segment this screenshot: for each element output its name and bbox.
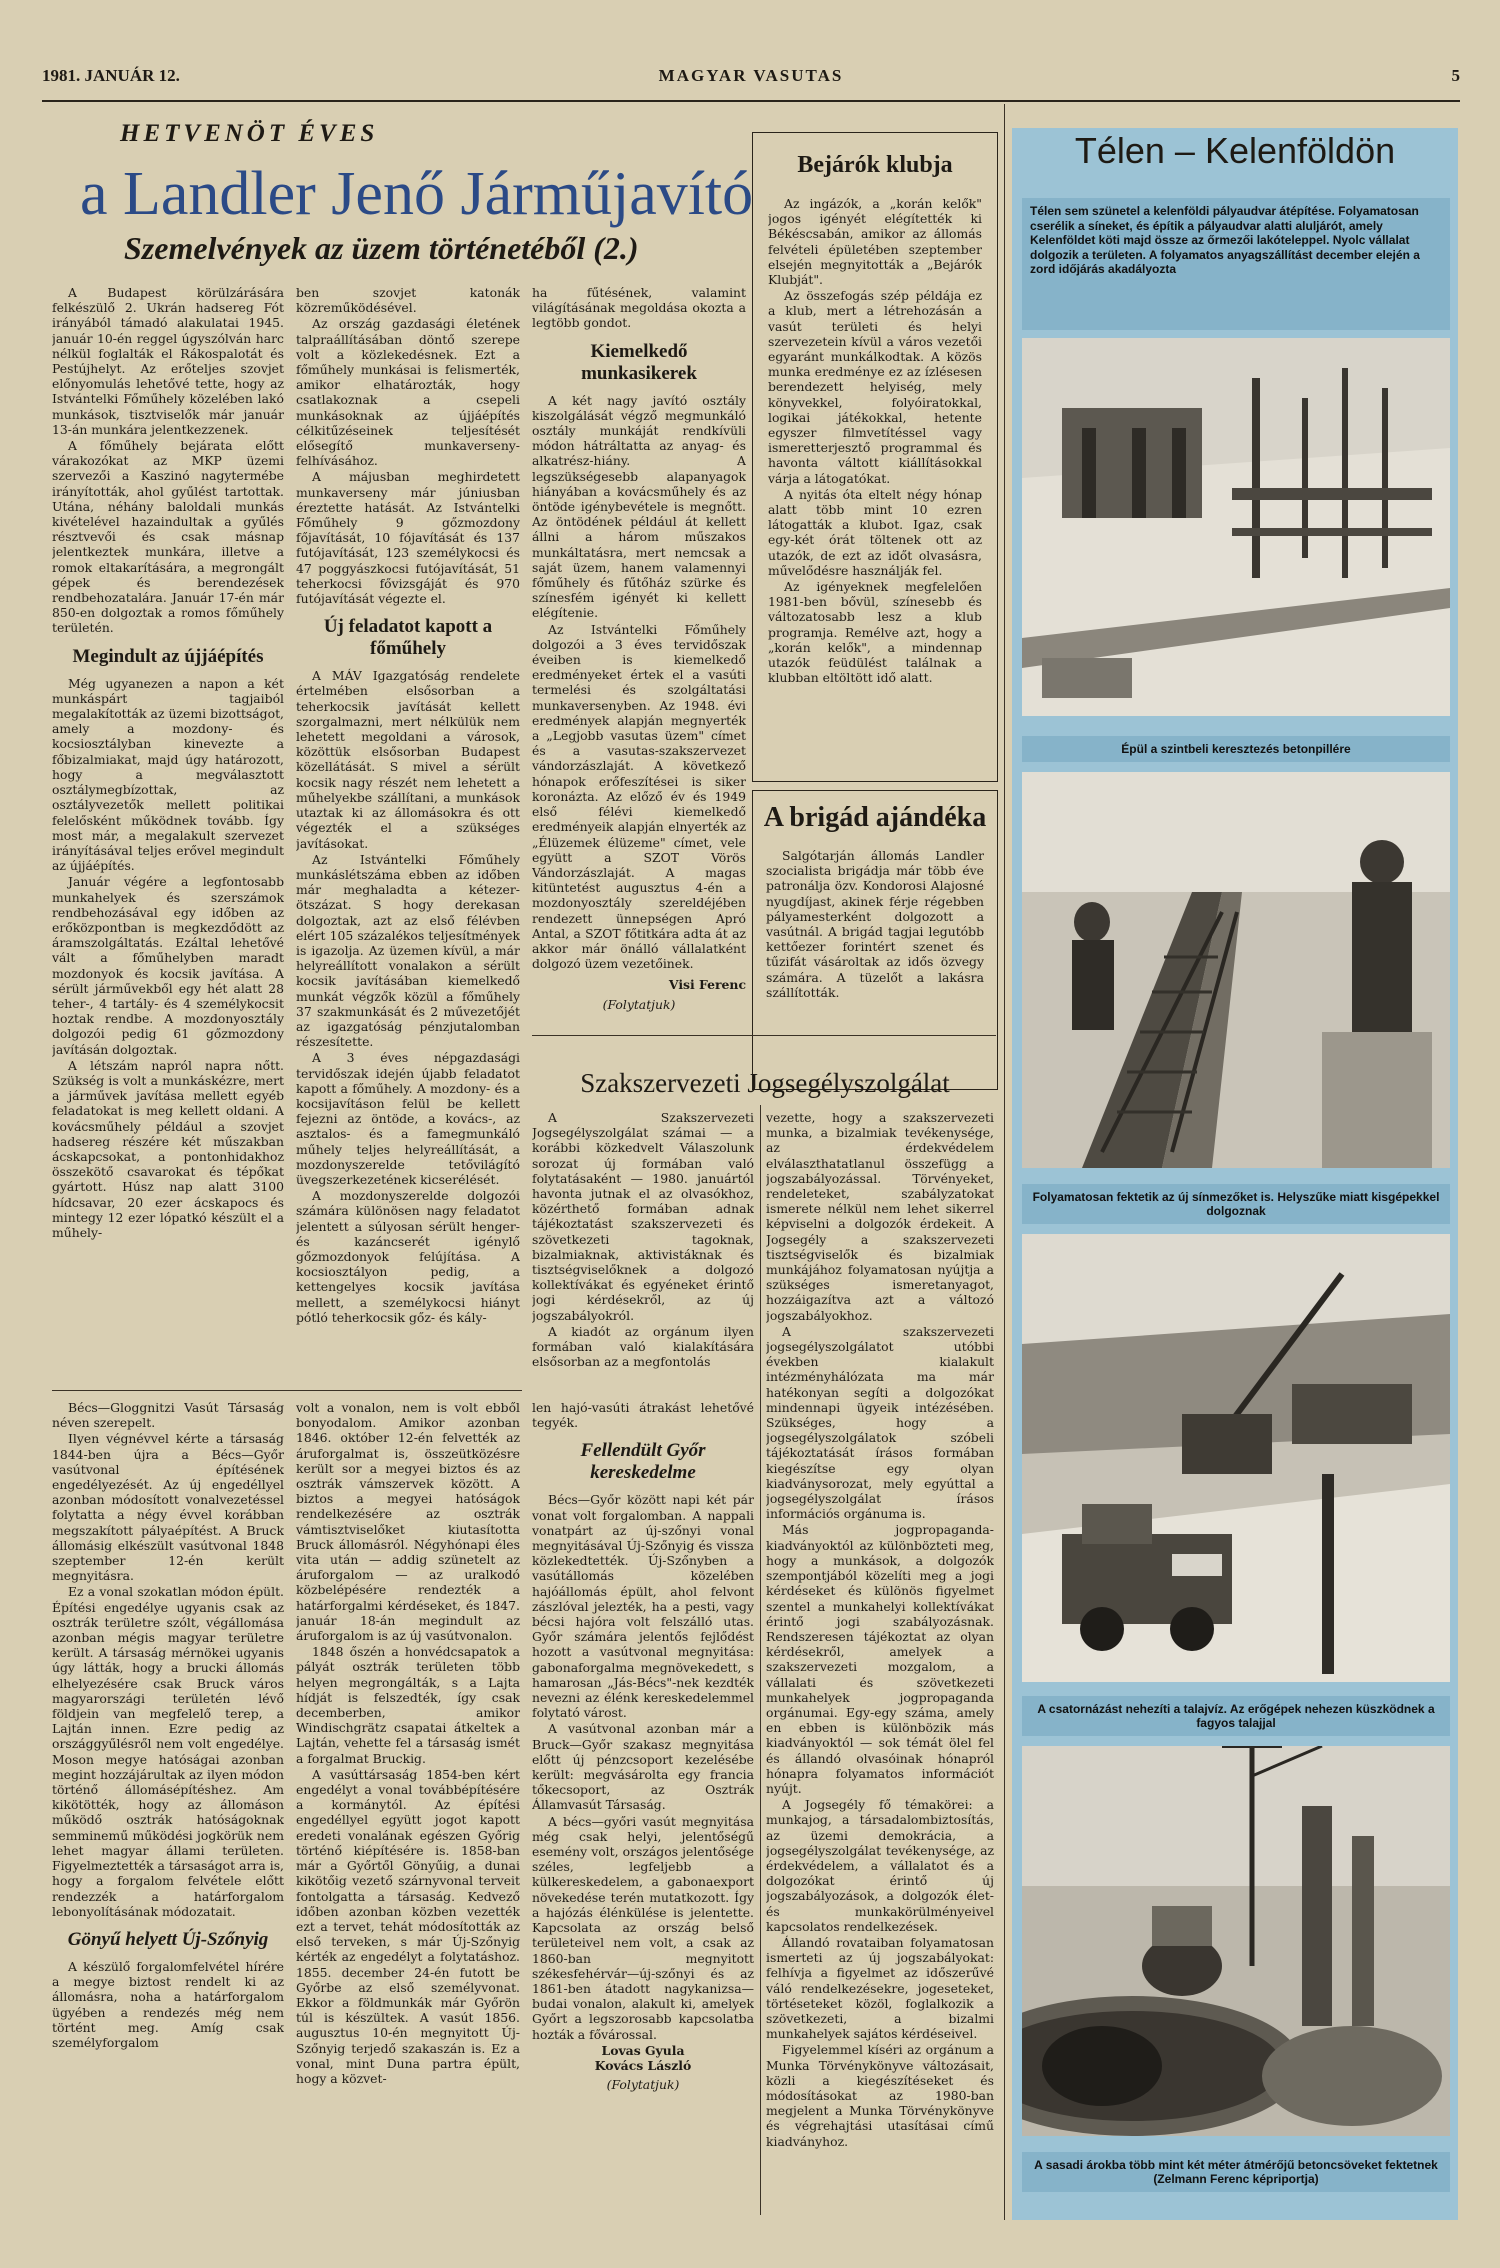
photo-concrete-pipes <box>1022 1746 1450 2136</box>
section-divider <box>52 1390 522 1391</box>
paragraph: Ilyen végnévvel kérte a társaság 1844-ben újra a Bécs—Győr vasútvonal építésének engedélyezését. Az új engedéllyel azonban módosított vonalvezetéssel folytatta a négy évvel korábban megszakított pályaépítést. A Bruck állomásig elkészült vasútvonal 1848 szeptember 12-én került megnyitásra. <box>52 1431 284 1584</box>
paragraph: A Szakszervezeti Jogsegélyszolgálat számai — a korábbi közkedvelt Válaszolunk sorozat új formában való folytatásaként — 1980. januártól havonta jutnak el az olvasókhoz, közérthető formában adnak tájékoztatást szakszervezeti és szövetkezeti tagoknak, bizalmiaknak, aktivistáknak és tisztségviselőknek a dolgozó kollektívákat és egyéneket érintő jogi kérdésekről, az új jogszabályokról. <box>532 1110 754 1323</box>
issue-date: 1981. JANUÁR 12. <box>42 66 180 85</box>
paragraph: vezette, hogy a szakszervezeti munka, a bizalmiak tevékenysége, az érdekvédelem elválaszthatatlanul összefügg a jogszabályozással. Törvényeket, rendeleteket, szabályzatokat ismerete nélkül nem lehet sikerrel képviselni a dolgozók érdekeit. A Jogsegély a szakszervezeti tisztségviselők és bizalmiak munkájához folyamatosan nyújtja a szükséges ismeretanyagot, hozzáigazítva azt a változó jogszabályokhoz. <box>766 1110 994 1323</box>
paragraph: Január végére a legfontosabb munkahelyek és szerszámok rendbehozásával egy időben az erőközpontban is megkezdődött az áramszolgáltatás. Ezáltal lehetővé vált a főműhelyben maradt mozdonyok és kocsik javítása. A sérült járművekből egy hét alatt 28 teher-, 4 tartály- és 4 személykocsit hoztak rendbe. A mozdonyosztály dolgozói pedig 61 gőzmozdony javításán dolgoztak. <box>52 874 284 1057</box>
author-signature: Lovas Gyula <box>601 2042 685 2058</box>
paragraph: Az ingázók, a „korán kelők" jogos igényét elégítették ki Békéscsabán, amikor az állomás felvételi épületében szeptember elsején megnyitották a „Bejárók Klubját". <box>768 196 982 288</box>
photo-caption-4-text: A sasadi árokba több mint két méter átmérőjű betoncsöveket fektetnek <box>1034 2158 1438 2172</box>
to-be-continued: (Folytatjuk) <box>606 2077 680 2093</box>
photo-heavy-machinery <box>1022 1234 1450 1682</box>
paragraph: ben szovjet katonák közreműködésével. <box>296 285 520 316</box>
paragraph: A két nagy javító osztály kiszolgálását végző megmunkáló osztály munkáját rendkívüli módon hátráltatta az anyag- és alkatrész-hiány. A legszükségesebb alapanyagok hiányában a kovácsműhely és az öntöde igénybevétele is megnőtt. Az öntödének például át kellett állni a három műszakos munkáltatásra, mert nemcsak a saját üzem, hanem valamennyi főműhely és fűtőház szürke és színesfém igényét ki kellett elégítenie. <box>532 392 746 621</box>
article-subhead: Szemelvények az üzem történetéből (2.) <box>124 230 639 266</box>
photo-heavy-machinery-image <box>1022 1234 1450 1682</box>
section-heading: Kiemelkedő munkasikerek <box>581 340 697 384</box>
paragraph: A kiadót az orgánum ilyen formában való kialakítására elsősorban az a megfontolás <box>532 1323 754 1370</box>
section-heading: Gönyű helyett Új-Szőnyig <box>67 1928 269 1950</box>
jogsegely-column-2 <box>766 1110 994 2220</box>
divider <box>532 1035 996 1036</box>
section-heading: Új feladatot kapott a főműhely <box>323 616 493 660</box>
paragraph: Állandó rovataiban folyamatosan ismerteti az új jogszabályokat: felhívja a figyelmet az időszerűvé váló rendelkezésekre, jogeseteket, törtéseteket közöl, foglalkozik a szövetkezeti, a bizalmi munkahelyek sajátos kérdéseivel. <box>766 1934 994 2042</box>
paragraph: A vasúttársaság 1854-ben kért engedélyt a vonal továbbépítésére a kormánytól. Az építési engedéllyel együtt jogot kapott eredeti vonalának egészen Győrig történő kiépítésére is. 1858-ban már a Győrtől Gönyűig, a dunai kikötőig vezető szárnyvonal terveit fontolgatta a társaság. Kedvező időben azonban közben vezették ezt a tervet, tehát módosították az első terveken, s már Új-Szőnyig kérték az engedélyt a folytatáshoz. 1855. december 24-én futott be Győrbe az első személyvonat. Ekkor a földmunkák már Győrön túl is készültek. A vasút 1856. augusztus 10-én megnyitott Új-Szőnyig terjedő szakaszán is. Ez a vonal, mint Duna partra épült, hogy a közvet- <box>296 1766 520 2086</box>
lower-article-column-3 <box>532 1400 754 2210</box>
main-article-column-2 <box>296 285 520 1385</box>
paragraph: A 3 éves népgazdasági tervidőszak idején újabb feladatot kapott a főműhely. A mozdony- és a kocsijavításon felül be kellett fejezni az öntöde, a kovács-, az asztalos- és a famegmunkáló műhely teljes helyreállítását, a mozdonyszerelde tetővilágító üvegszerkezetének kicserélését. <box>296 1050 520 1187</box>
paragraph: len hajó-vasúti átrakást lehetővé tegyék. <box>532 1400 754 1431</box>
photo-concrete-pipes-image <box>1022 1746 1450 2136</box>
bejarok-klubja-title: Bejárók klubja <box>797 152 953 178</box>
main-article-column-1 <box>52 285 284 1385</box>
column-rule <box>760 1105 761 2215</box>
paragraph: Figyelemmel kíséri az orgánum a Munka Törvénykönyve változásait, közli a kiegészítéseket és módosításokat az 1980-ban megjelent a Munka Törvénykönyve és végrehajtási utasításai című kiadványhoz. <box>766 2042 994 2149</box>
lower-article-column-1 <box>52 1400 284 2210</box>
paragraph: Ez a vonal szokatlan módon épült. Építési engedélye ugyanis csak az osztrák területre szólt, végállomása azonban mégis magyar területre került. A társaság mérnökei ugyanis úgy látták, hogy a brucki állomás elhelyezésére csak Bruck város magyarországi területén lévő földjein van megfelelő terep, a Lajtán innen. Ezre pedig az országgyűlésről nem volt engedélye. Moson megye hatóságai azonban megint hozzájárultak az ilyen módon történő állomásépítéshez. Am kikötötték, hogy az állomáson működő osztrák hatóságoknak semminemű működési jogkörük nem lehet magyar állami területen. Figyelmeztették a társaságot arra is, hogy a forgalom felvétele előtt rendezzék a határforgalom lebonyolításának módozatait. <box>52 1584 284 1919</box>
photo-spread-intro: Télen sem szünetel a kelenföldi pályaudvar átépítése. Folyamatosan cserélik a síneket, és építik a pályaudvar alatti aluljárót, amely Kelenföldet köti majd össze az őrmezői lakóteleppel. Nyolc vállalat dolgozik a területen. A folyamatos anyagszállítást december elején a zord időjárás akadályozta <box>1022 198 1450 330</box>
author-signature: Visi Ferenc <box>668 977 746 993</box>
paragraph: A vasútvonal azonban már a Bruck—Győr szakasz megnyitása előtt új pénzcsoport kezelésébe került: megvásárolta egy francia tőkecsoport, az Osztrák Államvasút Társaság. <box>532 1721 754 1813</box>
photo-snowy-construction <box>1022 338 1450 716</box>
photo-caption-4 <box>1022 2152 1450 2192</box>
jogsegely-column-1 <box>532 1110 754 1380</box>
newspaper-title: MAGYAR VASUTAS <box>658 66 844 85</box>
page-number: 5 <box>1451 66 1460 85</box>
section-heading: Megindult az újjáépítés <box>72 645 264 667</box>
bejarok-klubja-text <box>768 196 982 771</box>
paragraph: ha fűtésének, valamint világításának megoldása okozta a legtöbb gondot. <box>532 285 746 331</box>
paragraph: A készülő forgalomfelvétel hírére a megye biztost rendelt ki az állomásra, noha a határforgalom ügyében a rendezés még nem történt meg. Amíg csak személyforgalom <box>52 1958 284 2050</box>
paragraph: A szakszervezeti jogsegélyszolgálatot utóbbi években kialakult intézményhálózata ma már hatékonyan segíti a dolgozókat mindennapi ügyeik intézésében. Szükséges, hogy a jogsegélyszolgálatok szóbeli tájékoztatását írásos formában kiegészítse egy olyan kiadványsorozat, mely egyúttal a jogsegélyszolgálat írásos információs orgánuma is. <box>766 1323 994 1522</box>
paragraph: A létszám napról napra nőtt. Szükség is volt a munkáskézre, mert a járművek javítása mellett egyéb feladatokat is meg kellett oldani. A kovácsműhely például a szovjet hadsereg részére két műszakban ácskapcsokat, a pontonhidakhoz összekötő csavarokat és tépőkat gyártott. Húsz nap alatt 3100 hídcsavar, 20 ezer ácskapocs és mintegy 12 ezer lópatkó készült el a műhely- <box>52 1057 284 1240</box>
paragraph: Bécs—Győr között napi két pár vonat volt forgalomban. A nappali vonatpárt az új-szőnyi vonal megnyitásával Új-Szőnyig és vissza közlekedtették. Új-Szőnyben a vasútállomás közelében hajóállomás épült, ahol felvont zászlóval jelezték, ha a pesti, vagy bécsi hajóra volt felszálló utas. Győr számára jelentős fejlődést hozott a vasútvonal megnyitása: gabonaforgalma megnövekedett, s hamarosan „Jás-Bécs"-nek kezdték nevezni az élénk kereskedelemmel folytató várost. <box>532 1492 754 1721</box>
column-rule <box>1004 104 1005 2220</box>
photo-caption-2: Folyamatosan fektetik az új sínmezőket is. Helyszűke miatt kisgépekkel dolgoznak <box>1022 1184 1450 1224</box>
paragraph: Bécs—Gloggnitzi Vasút Társaság néven szerepelt. <box>52 1400 284 1431</box>
paragraph: Salgótarján állomás Landler szocialista brigádja már több éve patronálja özv. Kondorosi Alajosné nyugdíjast, akinek férje régebben pályamesterként dolgozott a vasútnál. A brigád tagjai legutóbb kettőezer forintért szenet és tűzifát vásároltak az idős özvegy számára. A tüzelőt a lakásra szállították. <box>766 848 984 1000</box>
photo-credit: (Zelmann Ferenc képriportja) <box>1153 2172 1319 2186</box>
paragraph: volt a vonalon, nem is volt ebből bonyodalom. Amikor azonban 1846. október 12-én felvették az áruforgalmat is, összeütközésre került sor a megyei biztos és az osztrák vámszervek között. A biztos a megyei hatóságok rendelkezésére az osztrák vámtisztviselőket kiutasította Bruck állomásról. Négyhónapi éles vita után — addig szünetelt az áruforgalom — az uralkodó közbelépésére rendezték a határforgalmi kérdéseket, és 1847. január 18-án megindult az áruforgalom is az új vasútvonalon. <box>296 1400 520 1644</box>
paragraph: A mozdonyszerelde dolgozói számára különösen nagy feladatot jelentett a súlyosan sérült henger- és kazáncserét igénylő gőzmozdonyok felújítása. A kocsiosztályon pedig, a kettengelyes kocsik javítása mellett, a személykocsi hiányt pótló teherkocsik gőz- és kály- <box>296 1188 520 1325</box>
jogsegely-title: Szakszervezeti Jogsegélyszolgálat <box>580 1068 950 1098</box>
paragraph: A MÁV Igazgatóság rendelete értelmében elsősorban a teherkocsik javítását kellett szorgalmazni, mert nélkülük nem lehetett megoldani a városok, közöttük elsősorban Budapest közellátását. S mivel a sérült kocsik nagy részét nem lehetett a műhelyekbe szállítani, a munkások utaztak ki az állomásokra és ott végezték el a szükséges javításokat. <box>296 668 520 851</box>
photo-track-workers <box>1022 772 1450 1168</box>
paragraph: A bécs—győri vasút megnyitása még csak helyi, jelentőségű esemény volt, országos jelentősége széles, legfeljebb a külkereskedelem, a gabonaexport növekedése terén mutatkozott. Így a hajózás élénkülése is jelentette. Kapcsolata az ország belső területeivel nem volt, a csak az 1860-ban megnyitott székesfehérvár—új-szőnyi és az 1861-ben átadott nagykanizsa—budai vonalon, alakult ki, amelyek Győrt a legszorosabb kapcsolatba hozták a fővárossal. <box>532 1813 754 2042</box>
paragraph: Más jogpropaganda-kiadványoktól az különbözteti meg, hogy a munkások, a dolgozók szempontjából közelíti meg a jogi kérdéseket és különös figyelmet szentel a munkahelyi kollektívákat érintő jogi szabályozásnak. Rendszeresen tájékoztat az olyan kérdésekről, amelyek a szakszervezeti mozgalom, a vállalati és szövetkezeti munkahelyek jogpropaganda orgánumai. Egy-egy száma, amely en ebben is különbözik más kiadványoktól — sok témát ölel fel és állandó olvasóinak hónapról hónapra folyamatos információt nyújt. <box>766 1522 994 1796</box>
paragraph: A Budapest körülzárására felkészülő 2. Ukrán hadsereg Fót irányából támadó alakulatai 1945. január 10-én reggel úgyszólván harc nélkül foglalták el Rákospalotát és Pestújhelyt. Az erőteljes szovjet előnyomulás lehetővé tette, hogy az Istvántelki Főműhely közelében lakó munkások, tisztviselők már január 13-án munkára jelentkezzenek. <box>52 285 284 437</box>
to-be-continued: (Folytatjuk) <box>602 996 676 1012</box>
paragraph: A májusban meghirdetett munkaverseny már júniusban éreztette hatását. Az Istvántelki Főműhely 9 gőzmozdony főjavítását, 10 fójavítását és 137 futójavítását, 123 személykocsi és 47 poggyászkocsi futójavítását, 51 teherkocsi fővizsgáját és 970 futójavítását végezte el. <box>296 469 520 607</box>
masthead <box>42 62 1460 102</box>
paragraph: Az Istvántelki Főműhely dolgozói a 3 éves tervidőszak éveiben is kiemelkedő eredményeket értek el a vasúti termelési és szolgáltatási munkaversenyben. Az 1948. évi eredmények alapján megnyerték a „Legjobb vasutas üzem" címet és a vasutas-szakszervezet vándorzászlaját. A következő hónapok erőfeszítései is siker koronázta. Az előző év és 1949 első félévi kiemelkedő eredményeik alapján elnyerték az „Élüzemek élüzeme" címet, vele együtt a SZOT Vörös Vándorzászlaját. A magas kitüntetést augusztus 4-én a mozdonyosztály szereldéjében rendezett ünnepségen Apró Antal, a SZOT főtitkára adta át az akkor már önálló vállalatként dolgozó üzem vezetőinek. <box>532 621 746 972</box>
article-kicker: HETVENÖT ÉVES <box>120 120 379 147</box>
article-headline: a Landler Jenő Járműjavító <box>80 160 754 228</box>
section-heading: Fellendült Győr kereskedelme <box>580 1440 706 1484</box>
lower-article-column-2 <box>296 1400 520 2210</box>
paragraph: Az ország gazdasági életének talpraállításában döntő szerepe volt a közlekedésnek. Ezt a főműhely munkásai is felismerték, amikor elhatározták, hogy csatlakoznak a csepeli munkásoknak az újjáépítés célkitűzéseinek teljesítését elősegítő munkaverseny-felhívásához. <box>296 316 520 469</box>
paragraph: A főműhely bejárata előtt várakozókat az MKP üzemi szervezői a Kaszinó nagytermébe irányították, ahol gyűlést tartottak. Utána, néhány baloldali munkás kivételével hazaindultak a gyűlés résztvevői és csak másnap jelentkeztek munkára, illetve a romok eltakarítására, a megrongált gépek és berendezések rendbehozatalára. Január 17-én már 850-en dolgoztak a romos főműhely területén. <box>52 438 284 636</box>
paragraph: A nyitás óta eltelt négy hónap alatt több mint 10 ezren látogatták a klubot. Igaz, csak egy-két órát töltenek ott az utazók, de ezt az időt olvasásra, művelődésre használják fel. <box>768 486 982 578</box>
photo-spread-title: Télen – Kelenföldön <box>1074 130 1396 171</box>
photo-track-workers-image <box>1022 772 1450 1168</box>
photo-caption-1: Épül a szintbeli keresztezés betonpillére <box>1022 736 1450 762</box>
paragraph: Az Istvántelki Főműhely munkáslétszáma ebben az időben már meghaladta a kétezer-ötszázat. S hogy derekasan dolgoztak, azt az első félévben elért 105 százalékos teljesítmények is igazolja. Az üzemen kívül, a már helyreállított vonalakon a sérült kocsik javításában kiemelkedő munkát végzők közül a főműhely 37 szakmunkását és 2 művezetőjét az igazgatóság pénzjutalomban részesítette. <box>296 851 520 1050</box>
photo-snowy-construction-image <box>1022 338 1450 716</box>
paragraph: A Jogsegély fő témakörei: a munkajog, a társadalombiztosítás, az üzemi demokrácia, a jogsegélyszolgálat tevékenysége, az érdekvédelem, a vállalatot és a dolgozókat érintő új jogszabályozások, a dolgozók élet- és munkakörülményeivel kapcsolatos rendelkezések. <box>766 1797 994 1934</box>
photo-caption-3: A csatornázást nehezíti a talajvíz. Az erőgépek nehezen küszködnek a fagyos talajjal <box>1022 1696 1450 1736</box>
paragraph: Az összefogás szép példája ez a klub, mert a létrehozásán a vasút területi és helyi szervezetein kívül a város vezetői egyaránt munkálkodtak. A közös munka eredménye ez az ízlésesen berendezett helyiség, mely könyvekkel, folyóiratokkal, logikai játékokkal, hetente egyszer filmvetítéssel vagy ismeretterjesztő programmal és havonta váltott kiállításokkal várja a látogatókat. <box>768 288 982 486</box>
paragraph: Még ugyanezen a napon a két munkáspárt tagjaiból megalakították az üzemi bizottságot, amely a mozdony- és kocsiosztályban kinevezte a főbizalmiakat, majd úgy határozott, hogy a megválasztott osztálymegbízottak, az osztályvezetők mellett politikai felelősként működnek tovább. Így most már, a megalakult szervezet irányításával teljes erővel megindult az újjáépítés. <box>52 675 284 874</box>
author-signature: Kovács László <box>594 2057 692 2073</box>
paragraph: Az igényeknek megfelelően 1981-ben bővül, színesebb és változatosabb lesz a klub programja. Remélve azt, hogy a „korán kelők", a mindennap utazók feüdülést találnak a klubban eltöltött idő alatt. <box>768 579 982 686</box>
brigad-ajandeka-text <box>766 848 984 1078</box>
brigad-ajandeka-title: A brigád ajándéka <box>763 802 987 833</box>
paragraph: 1848 őszén a honvédcsapatok a pályát osztrák területen több helyen megrongálták, s a Lajta hídját is felszedték, így csak decemberben, amikor Windischgrätz csapatai átkeltek a Lajtán, vehette fel a társaság ismét a forgalmat Bruckig. <box>296 1644 520 1766</box>
main-article-column-3 <box>532 285 746 1025</box>
